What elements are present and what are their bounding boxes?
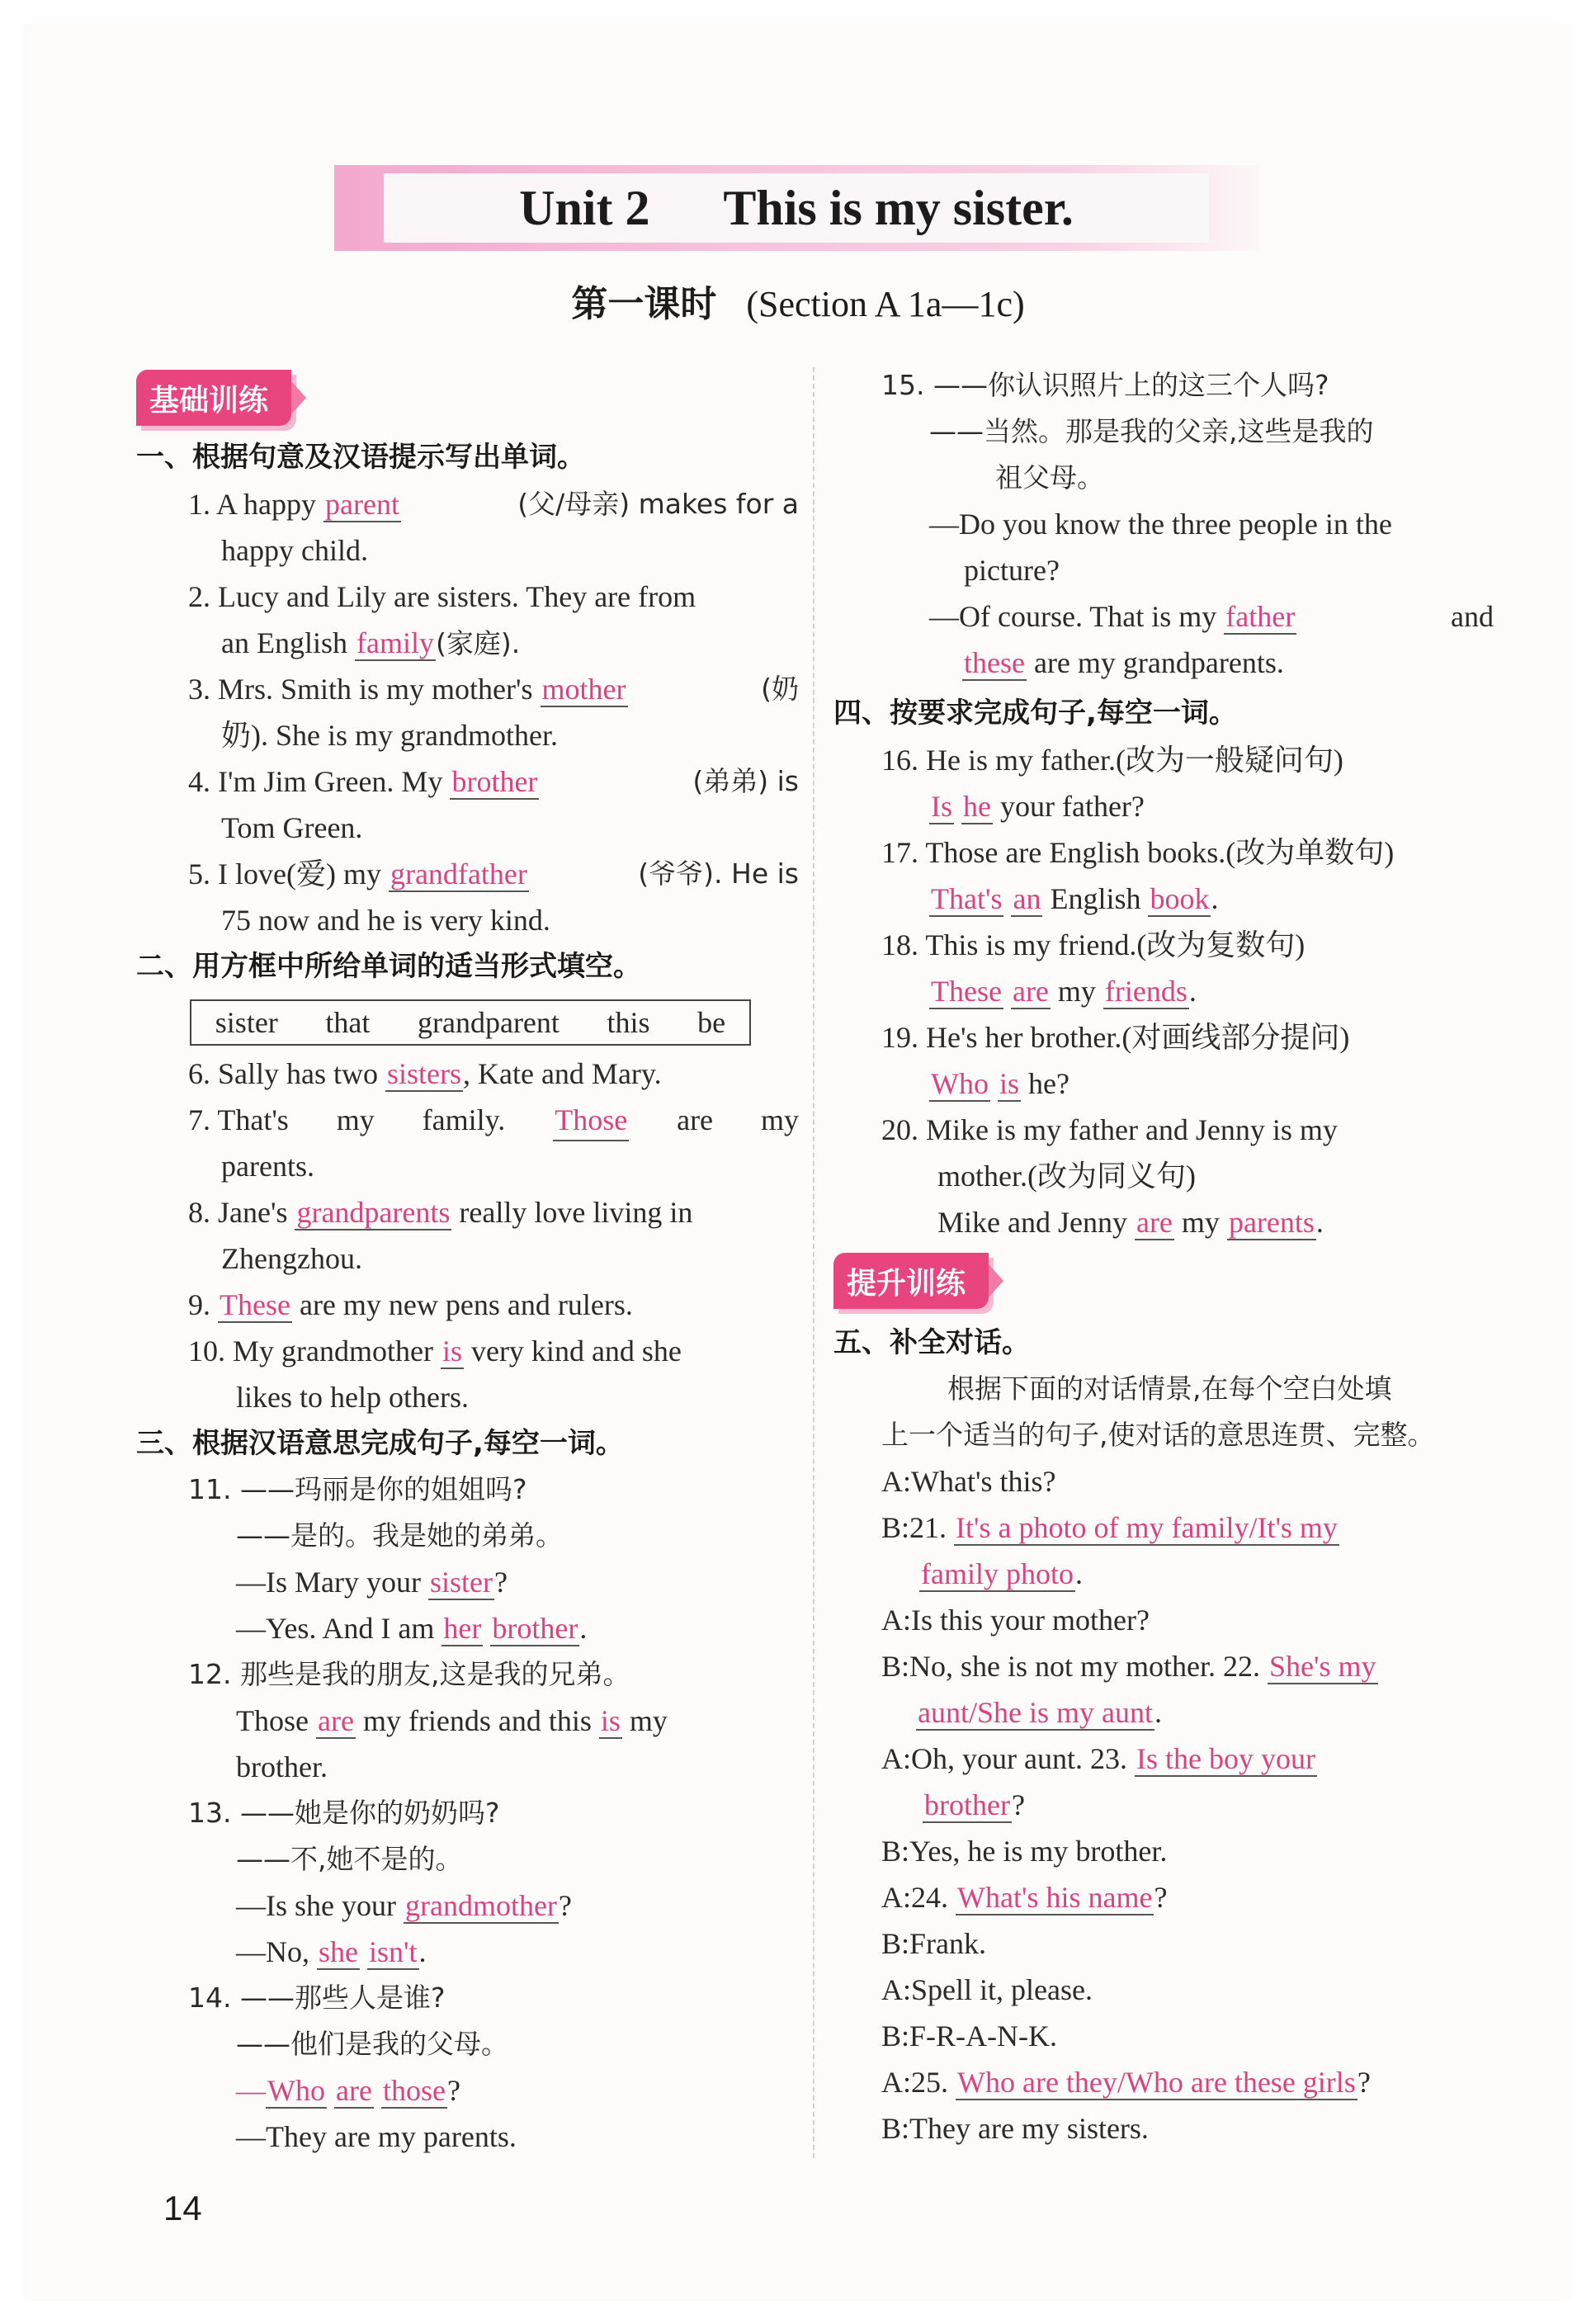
question-12-cont: brother. [236,1750,328,1783]
answer-19b: is [999,1067,1019,1100]
question-6: 6. Sally has two sisters, Kate and Mary. [188,1057,662,1090]
answer-6: sisters [387,1057,461,1090]
question-7-cont: parents. [221,1150,314,1183]
word-box [190,999,751,1046]
lesson-subtitle [0,274,1596,327]
question-14: 14. ——那些人是谁? [188,1982,446,2014]
answer-4: brother [451,765,538,798]
answer-14c: those [382,2074,446,2107]
answer-3: mother [541,673,626,706]
question-4: 4. I'm Jim Green. My brother (弟弟) is [188,765,799,798]
question-10: 10. My grandmother is very kind and she [188,1334,682,1367]
question-7: 7. That's my family. Those are my [188,1100,799,1141]
answer-20a: are [1136,1206,1173,1239]
answer-7: Those [553,1100,629,1141]
question-15-en2: picture? [964,554,1060,587]
answer-17c: book [1150,882,1210,915]
badge-advanced-training: 提升训练 [833,1253,989,1309]
question-8: 8. Jane's grandparents really love living in [188,1196,693,1229]
answer-11a: sister [429,1566,493,1599]
answer-24: What's his name [957,1881,1153,1914]
section-5-intro-2: 上一个适当的句子,使对话的意思连贯、完整。 [881,1419,1435,1451]
question-1-cont: happy child. [221,534,368,567]
answer-22b: aunt/She is my aunt [918,1696,1153,1729]
word-box-item: be [697,1006,726,1039]
answer-18b: are [1012,975,1049,1008]
answer-9: These [220,1288,290,1321]
question-3-cont: 奶). She is my grandmother. [221,719,558,752]
question-5: 5. I love(爱) my grandfather (爷爷). He is [188,857,799,890]
question-14-en1: —Who are those? [236,2074,460,2107]
word-box-item: this [607,1006,650,1039]
question-2: 2. Lucy and Lily are sisters. They are from [188,580,696,613]
question-16-ans: Is he your father? [931,790,1145,823]
answer-14b: are [335,2074,372,2107]
answer-13a: grandmother [404,1889,557,1922]
answer-11b: her [443,1612,482,1645]
dialog-line: A:Spell it, please. [881,1973,1093,2006]
answer-15a: father [1225,600,1296,633]
answer-16a: Is [931,790,952,823]
question-2-cont: an English family(家庭). [221,626,521,659]
question-17: 17. Those are English books.(改为单数句) [881,836,1395,869]
unit-title-frame [384,173,1209,243]
dialog-line: A:What's this? [881,1465,1056,1498]
page-number: 14 [163,2189,202,2227]
answer-18c: friends [1104,975,1188,1008]
question-13: 13. ——她是你的奶奶吗? [188,1797,500,1829]
dialog-line-24: A:24. What's his name? [881,1881,1168,1914]
answer-20b: parents [1228,1206,1315,1239]
question-13-cn2: ——不,她不是的。 [236,1843,463,1875]
question-17-ans: That's an English book. [931,882,1219,915]
answer-13b: she [319,1935,358,1968]
dialog-line-22-cont: aunt/She is my aunt. [918,1696,1162,1729]
answer-15b: these [964,646,1025,679]
question-11-en2: —Yes. And I am her brother. [236,1612,588,1645]
question-15: 15. ——你认识照片上的这三个人吗? [881,369,1329,401]
question-3: 3. Mrs. Smith is my mother's mother (奶 [188,673,799,706]
dialog-line-23-cont: brother? [924,1788,1025,1821]
question-13-en1: —Is she your grandmother? [236,1889,572,1922]
question-15-en4: these are my grandparents. [964,646,1284,679]
unit-title-banner [334,165,1258,251]
question-15-en3: —Of course. That is my father and [929,600,1494,633]
answer-5: grandfather [390,857,527,890]
question-16: 16. He is my father.(改为一般疑问句) [881,744,1343,777]
answer-12b: is [600,1704,621,1737]
section-5-heading: 五、补全对话。 [833,1326,1030,1359]
dialog-line: B:Yes, he is my brother. [881,1835,1168,1868]
question-5-cont: 75 now and he is very kind. [221,904,550,937]
answer-10: is [441,1334,462,1367]
question-4-cont: Tom Green. [221,811,363,844]
answer-18a: These [931,975,1002,1008]
section-2-heading: 二、用方框中所给单词的适当形式填空。 [136,950,641,983]
lesson-en: (Section A 1a—1c) [746,284,1025,324]
question-11: 11. ——玛丽是你的姐姐吗? [188,1473,527,1505]
question-20-ans: Mike and Jenny are my parents. [937,1206,1324,1239]
unit-title: Unit 2 This is my sister. [519,180,1074,235]
section-4-heading: 四、按要求完成句子,每空一词。 [833,697,1237,730]
question-20-cont: mother.(改为同义句) [937,1160,1196,1193]
dialog-line-23: A:Oh, your aunt. 23. Is the boy your [881,1742,1315,1775]
dialog-line-25: A:25. Who are they/Who are these girls? [881,2066,1371,2099]
answer-19a: Who [931,1067,989,1100]
question-11-en1: —Is Mary your sister? [236,1566,508,1599]
question-13-en2: —No, she isn't. [236,1935,427,1968]
answer-13c: isn't [369,1935,418,1968]
section-3-heading: 三、根据汉语意思完成句子,每空一词。 [136,1427,624,1460]
dialog-line: B:They are my sisters. [881,2112,1149,2145]
word-box-item: grandparent [418,1006,560,1039]
section-1-heading: 一、根据句意及汉语提示写出单词。 [136,441,585,474]
question-18-ans: These are my friends. [931,975,1197,1008]
question-11-cn2: ——是的。我是她的弟弟。 [236,1519,563,1552]
question-19-ans: Who is he? [931,1067,1070,1100]
answer-17a: That's [931,882,1003,915]
question-15-cn2: ——当然。那是我的父亲,这些是我的 [929,415,1374,447]
answer-14a: Who [267,2074,325,2107]
dialog-line: B:Frank. [881,1927,987,1960]
answer-1: parent [325,488,399,521]
word-box-item: sister [215,1006,278,1039]
question-20: 20. Mike is my father and Jenny is my [881,1113,1338,1146]
question-12: 12. 那些是我的朋友,这是我的兄弟。 [188,1658,630,1690]
question-15-cn3: 祖父母。 [995,461,1104,494]
answer-23a: Is the boy your [1136,1742,1315,1775]
answer-25: Who are they/Who are these girls [957,2066,1356,2099]
dialog-line-21: B:21. It's a photo of my family/It's my [881,1511,1338,1544]
answer-21a: It's a photo of my family/It's my [956,1511,1338,1544]
answer-12a: are [317,1704,354,1737]
dialog-line: B:F-R-A-N-K. [881,2019,1057,2052]
question-8-cont: Zhengzhou. [221,1242,362,1275]
question-19: 19. He's her brother.(对画线部分提问) [881,1021,1350,1054]
dialog-line: A:Is this your mother? [881,1604,1150,1637]
answer-17b: an [1013,882,1041,915]
answer-16b: he [963,790,991,823]
answer-23b: brother [924,1788,1010,1821]
question-18: 18. This is my friend.(改为复数句) [881,928,1306,961]
answer-2: family [356,626,434,659]
answer-8: grandparents [296,1196,451,1229]
question-1: 1. A happy parent (父/母亲) makes for a [188,488,799,521]
word-box-item: that [325,1006,371,1039]
question-15-en1: —Do you know the three people in the [929,508,1392,541]
question-9: 9. These are my new pens and rulers. [188,1288,633,1321]
answer-21b: family photo [921,1557,1074,1590]
question-12-en: Those are my friends and this is my [236,1704,668,1737]
section-5-intro-1: 根据下面的对话情景,在每个空白处填 [947,1372,1392,1405]
dialog-line-21-cont: family photo. [921,1557,1083,1590]
answer-11c: brother [492,1612,578,1645]
question-14-en2: —They are my parents. [236,2120,517,2153]
question-10-cont: likes to help others. [236,1381,469,1414]
answer-22a: She's my [1269,1650,1376,1683]
dialog-line-22: B:No, she is not my mother. 22. She's my [881,1650,1376,1683]
column-divider [813,367,815,2158]
badge-basic-training: 基础训练 [136,370,291,426]
lesson-cn: 第一课时 [571,283,717,325]
question-14-cn2: ——他们是我的父母。 [236,2028,508,2060]
